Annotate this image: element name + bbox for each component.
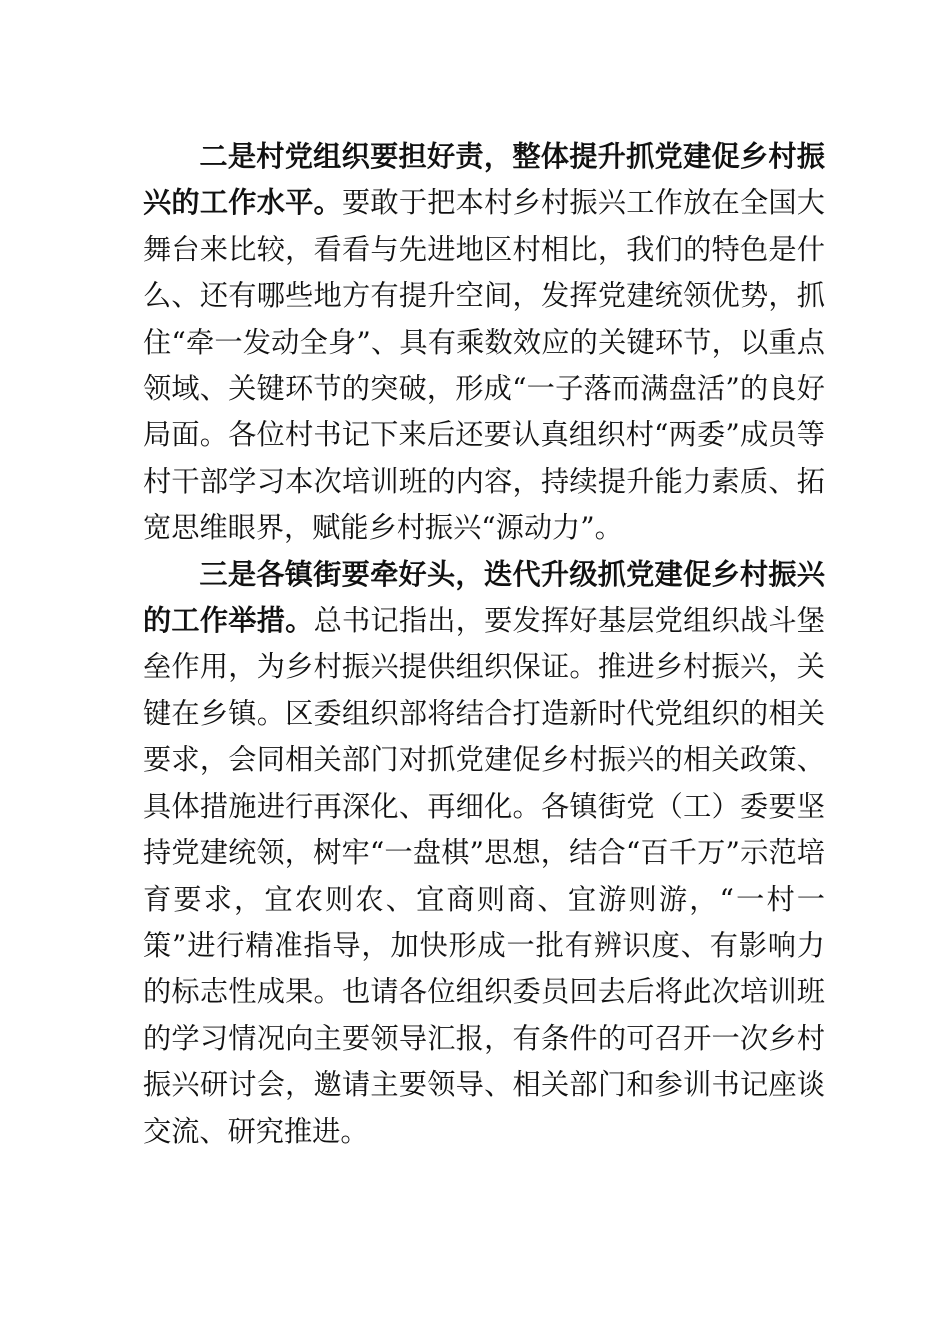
paragraph-lead: 三是各镇街要牵好头，迭代升级抓党建促乡村振兴的工作举措。 <box>143 557 825 638</box>
paragraph-village-party-organization <box>143 134 825 552</box>
paragraph-body: 要敢于把本村乡村振兴工作放在全国大舞台来比较，看看与先进地区村相比，我们的特色是什么、还有哪些地方有提升空间，发挥党建统领优势，抓住“牵一发动全身”、具有乘数效应的关键环节，以重点领域、关键环节的突破，形成“一子落而满盘活”的良好局面。各位村书记下来后还要认真组织村“两委”成员等村干部学习本次培训班的内容，持续提升能力素质、拓宽思维眼界，赋能乡村振兴“源动力”。 <box>143 186 825 545</box>
document-body <box>143 134 825 1155</box>
paragraph-lead: 二是村党组织要担好责，整体提升抓党建促乡村振兴的工作水平。 <box>143 140 825 220</box>
paragraph-body: 总书记指出，要发挥好基层党组织战斗堡垒作用，为乡村振兴提供组织保证。推进乡村振兴，关键在乡镇。区委组织部将结合打造新时代党组织的相关要求，会同相关部门对抓党建促乡村振兴的相关政策、具体措施进行再深化、再细化。各镇街党（工）委要坚持党建统领，树牢“一盘棋”思想，结合“百千万”示范培育要求，宜农则农、宜商则商、宜游则游，“一村一策”进行精准指导，加快形成一批有辨识度、有影响力的标志性成果。也请各位组织委员回去后将此次培训班的学习情况向主要领导汇报，有条件的可召开一次乡村振兴研讨会，邀请主要领导、相关部门和参训书记座谈交流、研究推进。 <box>143 604 825 1148</box>
paragraph-town-street-leadership <box>143 552 825 1155</box>
